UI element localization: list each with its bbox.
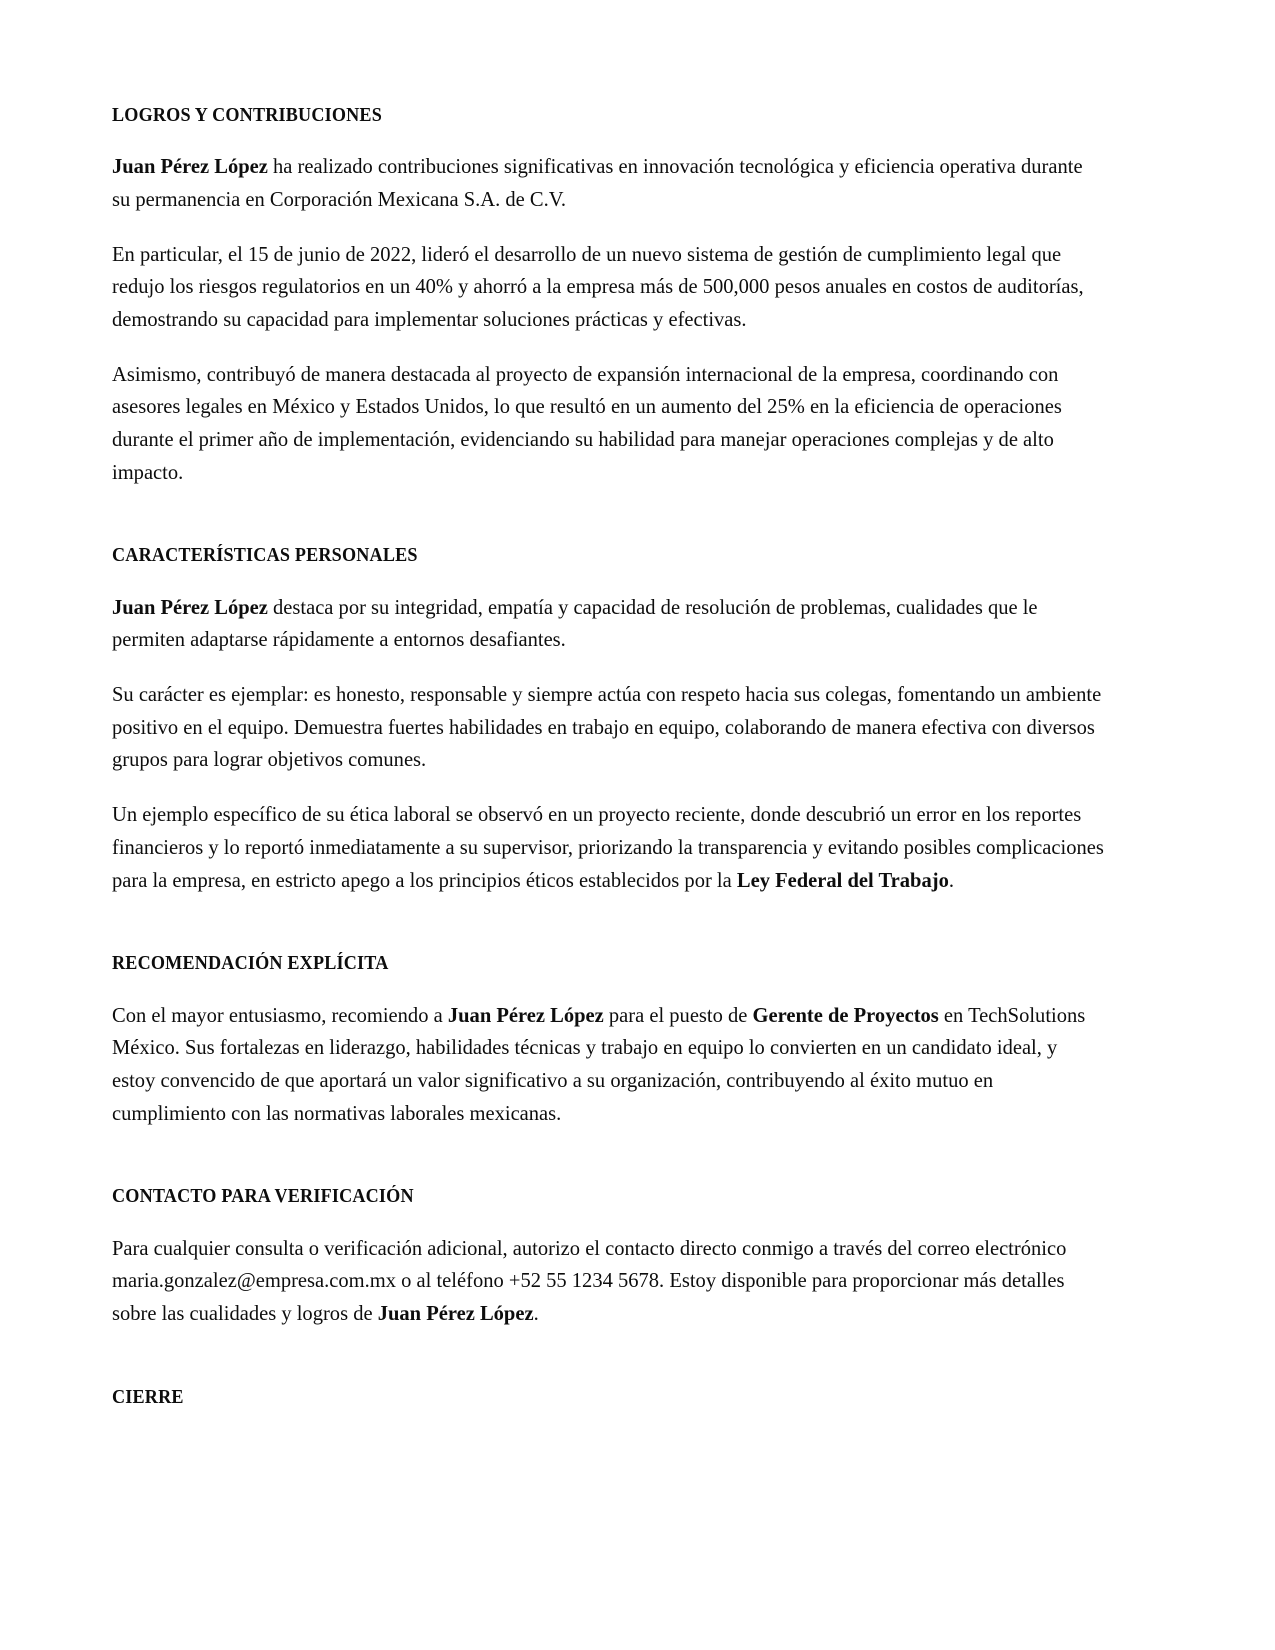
- section-spacer: [112, 1330, 1112, 1386]
- paragraph: [112, 798, 1105, 896]
- paragraph-text: ha realizado contribuciones significativas en innovación tecnológica y eficiencia operativa durante su permanencia en Corporación Mexicana S.A. de C.V.: [112, 154, 1083, 212]
- paragraph-text: en TechSolutions México. Sus fortalezas en liderazgo, habilidades técnicas y trabajo en equipo lo convierten en un candidato ideal, y estoy convencido de que aportará un valor significativo a su organización, contribuyendo al éxito mutuo en cumplimiento con las normativas laborales mexicanas.: [112, 1002, 1086, 1125]
- paragraph-text: .: [948, 867, 954, 892]
- paragraph-text: para el puesto de: [603, 1002, 753, 1027]
- section-heading-caracteristicas: CARACTERÍSTICAS PERSONALES: [112, 545, 418, 567]
- paragraph-text: Un ejemplo específico de su ética laboral se observó en un proyecto reciente, donde descubrió un error en los reportes financieros y lo reportó inmediatamente a su supervisor, priorizando la transparencia y evitando posibles complicaciones para la empresa, en estricto apego a los principios éticos establecidos por la: [112, 802, 1104, 892]
- paragraph-text: Con el mayor entusiasmo, recomiendo a: [112, 1002, 448, 1027]
- paragraph-text: Asimismo, contribuyó de manera destacada al proyecto de expansión internacional de la empresa, coordinando con asesores legales en México y Estados Unidos, lo que resultó en un aumento del 25% en la eficiencia de operaciones durante el primer año de implementación, evidenciando su habilidad para manejar operaciones complejas y de alto impacto.: [112, 361, 1062, 484]
- paragraph-text: Su carácter es ejemplar: es honesto, responsable y siempre actúa con respeto hacia sus colegas, fomentando un ambiente positivo en el equipo. Demuestra fuertes habilidades en trabajo en equipo, colaborando de manera efectiva con diversos grupos para lograr objetivos comunes.: [112, 682, 1102, 772]
- section-heading-recomendacion: RECOMENDACIÓN EXPLÍCITA: [112, 953, 389, 975]
- section-cierre: [112, 1386, 1112, 1410]
- paragraph: [112, 999, 1105, 1130]
- subject-name-bold: Juan Pérez López: [112, 154, 268, 179]
- subject-name-bold: Juan Pérez López: [377, 1300, 534, 1325]
- paragraph-text: destaca por su integridad, empatía y capacidad de resolución de problemas, cualidades que le permiten adaptarse rápidamente a entornos desafiantes.: [112, 594, 1038, 652]
- paragraph-text: .: [533, 1300, 539, 1325]
- section-heading-logros: LOGROS Y CONTRIBUCIONES: [112, 105, 382, 126]
- paragraph: [112, 1232, 1105, 1330]
- paragraph: [112, 591, 1105, 656]
- subject-name-bold: Juan Pérez López: [112, 594, 268, 619]
- section-recomendacion: [112, 952, 1112, 1129]
- section-spacer: [112, 1129, 1112, 1185]
- section-spacer: [112, 896, 1112, 952]
- section-spacer: [112, 488, 1112, 544]
- section-heading-cierre: CIERRE: [112, 1386, 184, 1408]
- paragraph-text: Para cualquier consulta o verificación adicional, autorizo el contacto directo conmigo a través del correo electrónico maria.gonzalez@empresa.com.mx o al teléfono +52 55 1234 5678. Estoy disponible para proporcionar más detalles sobre las cualidades y logros de: [112, 1235, 1067, 1325]
- paragraph-text: En particular, el 15 de junio de 2022, lideró el desarrollo de un nuevo sistema de gestión de cumplimiento legal que redujo los riesgos regulatorios en un 40% y ahorró a la empresa más de 500,000 pesos anuales en costos de auditorías, demostrando su capacidad para implementar soluciones prácticas y efectivas.: [112, 241, 1084, 332]
- law-reference-bold: Ley Federal del Trabajo: [736, 867, 949, 892]
- section-caracteristicas: [112, 544, 1112, 896]
- document-body: [112, 104, 1112, 1410]
- position-bold: Gerente de Proyectos: [752, 1002, 939, 1027]
- paragraph: [112, 238, 1105, 336]
- paragraph: [112, 150, 1105, 215]
- subject-name-bold: Juan Pérez López: [447, 1002, 604, 1027]
- section-contacto: [112, 1185, 1112, 1329]
- section-logros: [112, 104, 1112, 488]
- section-heading-contacto: CONTACTO PARA VERIFICACIÓN: [112, 1186, 414, 1208]
- paragraph: [112, 678, 1105, 776]
- paragraph: [112, 358, 1105, 489]
